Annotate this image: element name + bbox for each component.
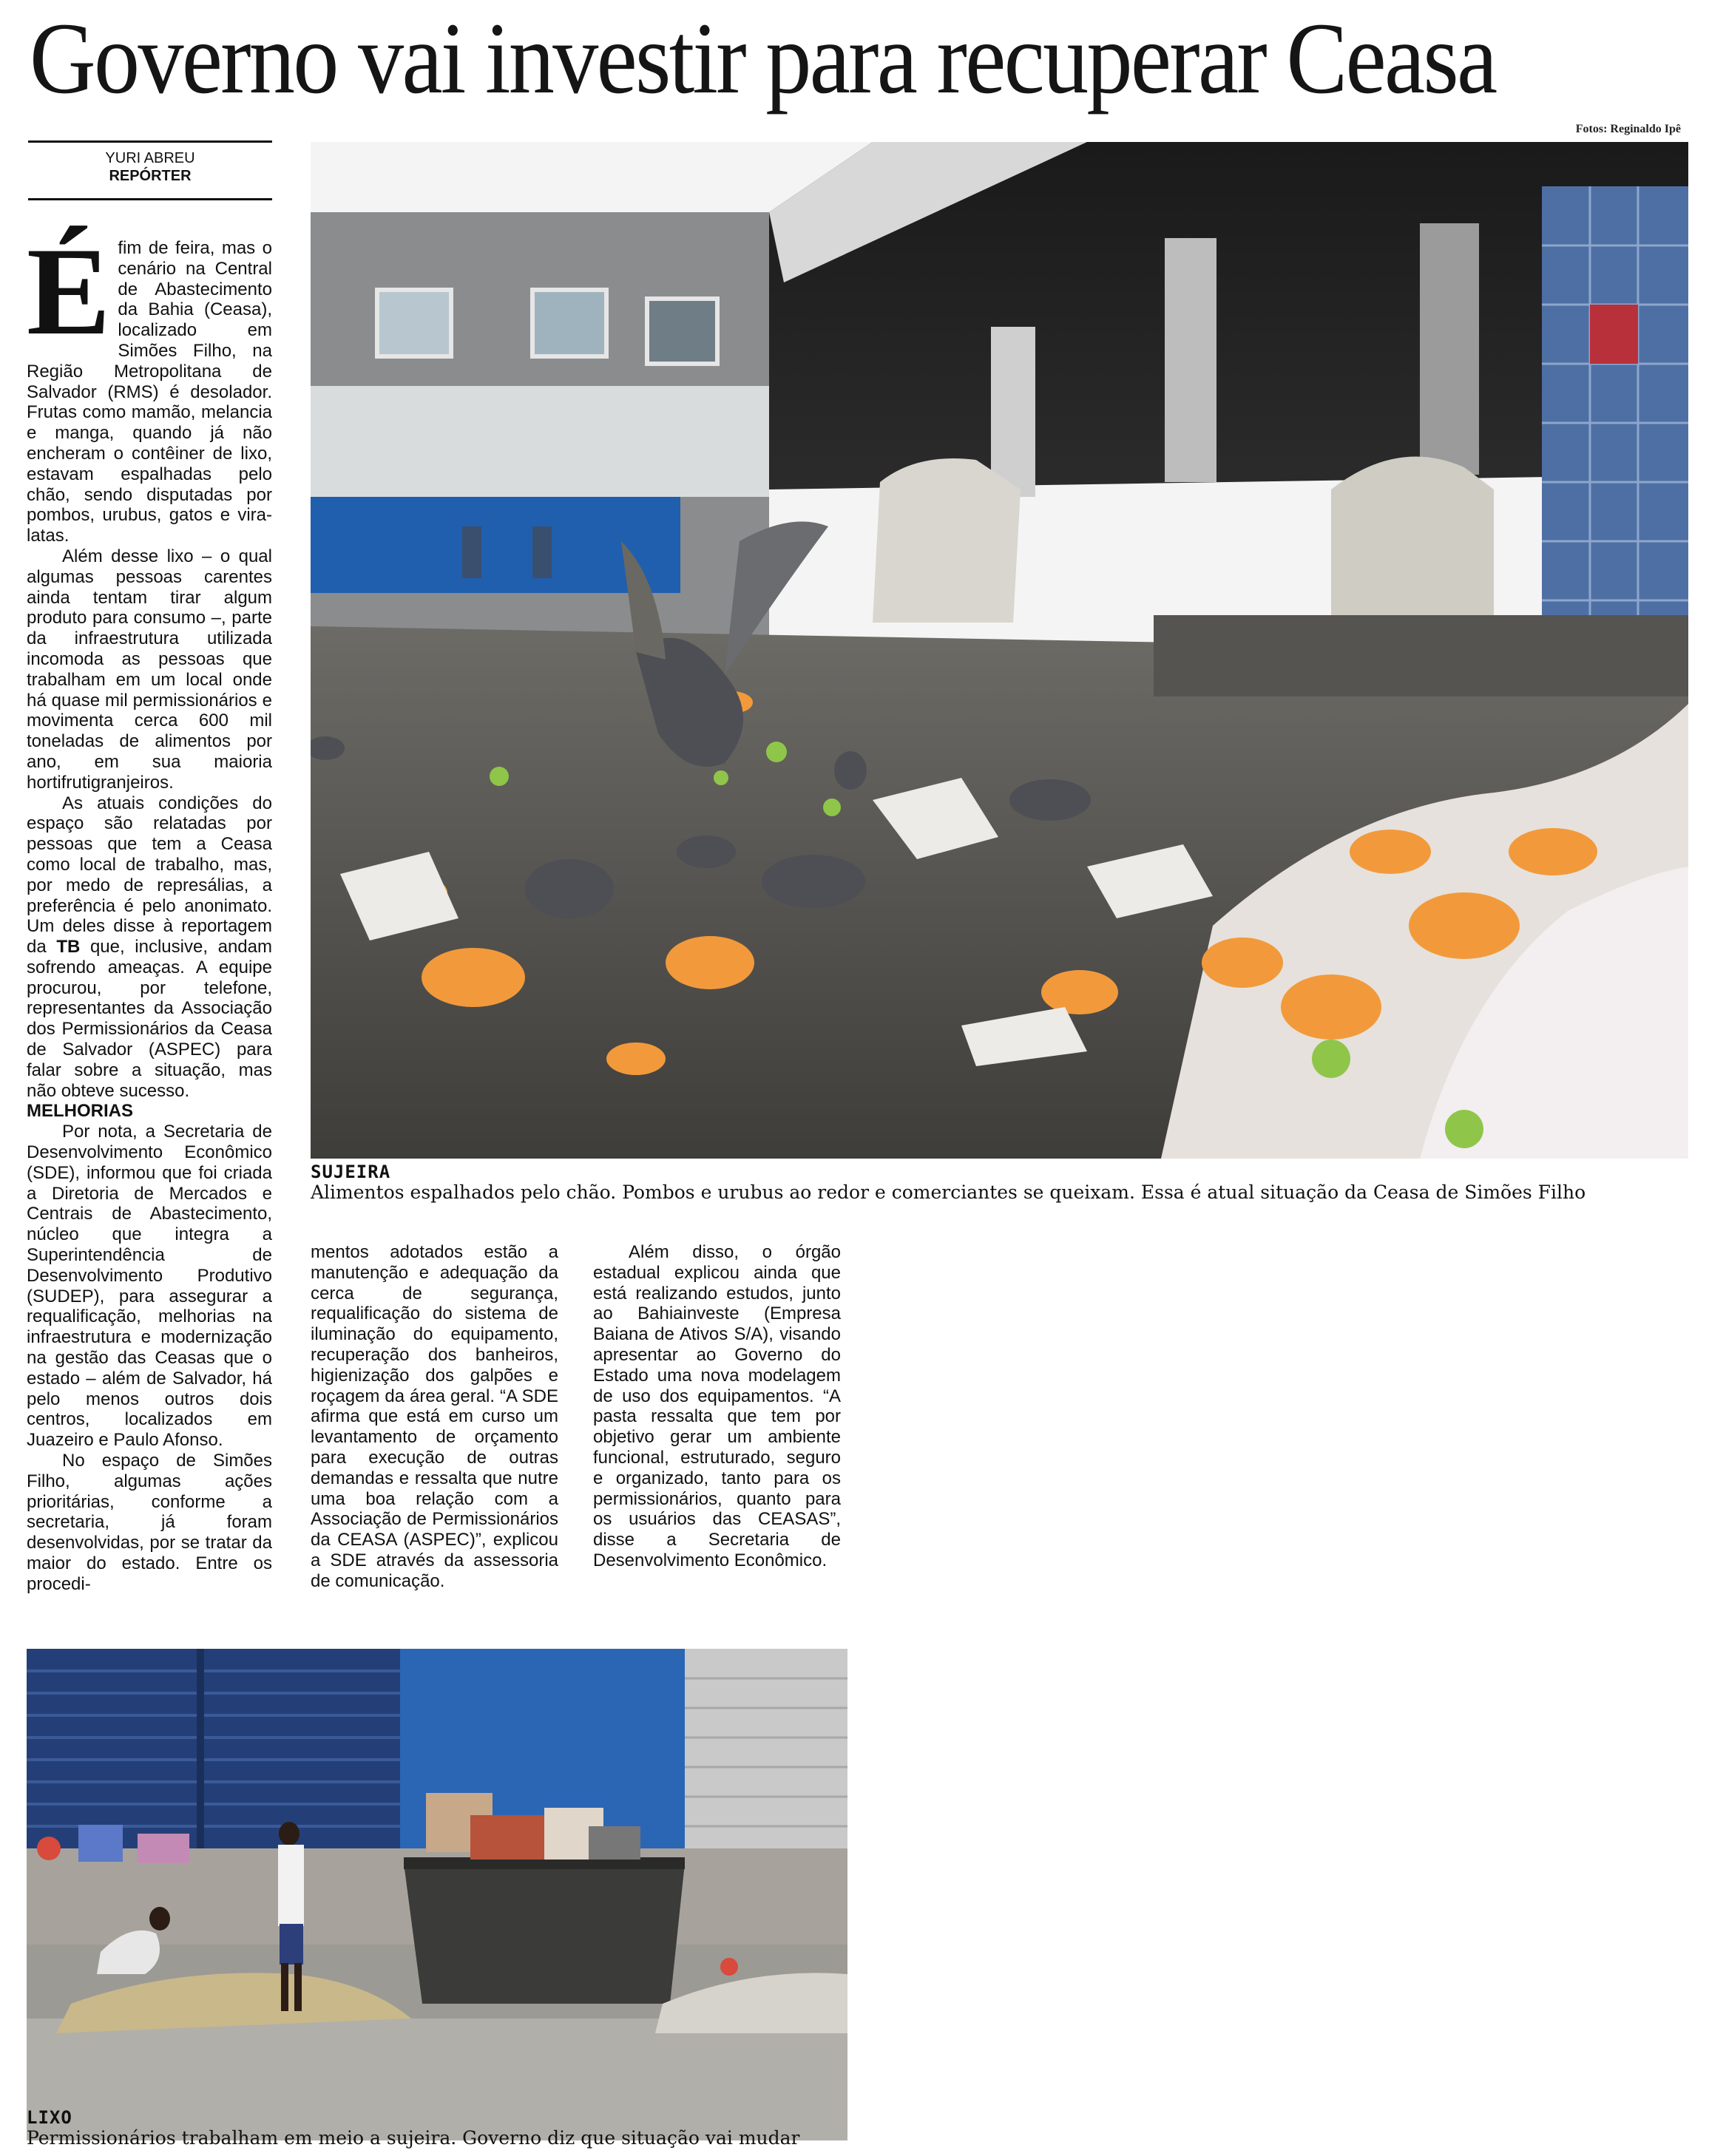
byline: [28, 149, 272, 185]
article-paragraph-7: Além disso, o órgão estadual explicou ainda que está realizando estudos, junto ao Bahiainveste (Empresa Baiana de Ativos S/A), visando apresentar ao Governo do Estado uma nova modelagem de uso dos equipamentos. “A pasta ressalta que tem por objetivo gerar um ambiente funcional, estruturado, seguro e organizado, tanto para os permissionários, quanto para os usuários das CEASAS”, disse a Secretaria de Desenvolvimento Econômico.: [593, 1242, 841, 1570]
byline-role: REPÓRTER: [109, 168, 192, 184]
article-paragraph-1: Éfim de feira, mas o cenário na Central de Abastecimento da Bahia (Ceasa), localizado em Simões Filho, na Região Metropolitana de Salvador (RMS) é desolador. Frutas como mamão, melancia e manga, quando já não encheram o contêiner de lixo, estavam espalhadas pelo chão, sendo disputadas por pombos, urubus, gatos e vira-latas.: [27, 222, 272, 546]
byline-name: YURI ABREU: [105, 150, 195, 166]
photo-ceasa-market-floor: [311, 142, 1688, 1159]
byline-bottom-rule: [28, 198, 272, 200]
photo1-caption: Alimentos espalhados pelo chão. Pombos e urubus ao redor e comerciantes se queixam. Essa é atual situação da Ceasa de Simões Filho: [311, 1182, 1586, 1203]
drop-cap: É: [27, 222, 111, 361]
article-paragraph-5: No espaço de Simões Filho, algumas ações prioritárias, conforme a secretaria, já foram desenvolvidas, por se tratar da maior do estado. Entre os procedi-: [27, 1451, 272, 1594]
photo-workers-trash-container: [27, 1649, 847, 2140]
photo1-caption-label: SUJEIRA: [311, 1162, 391, 1182]
headline: Governo vai investir para recuperar Ceasa: [30, 1, 1496, 115]
photo-lixo-illustration: [27, 1649, 847, 2140]
photo2-caption-label: LIXO: [27, 2107, 72, 2128]
byline-top-rule: [28, 140, 272, 143]
photo2-caption: Permissionários trabalham em meio a sujeira. Governo diz que situação vai mudar: [27, 2127, 800, 2149]
article-column-1: [27, 222, 272, 1595]
article-paragraph-2: Além desse lixo – o qual algumas pessoas carentes ainda tentam tirar algum produto para consumo –, parte da infraestrutura utilizada incomoda as pessoas que trabalham em um local onde há quase mil permissionários e movimenta cerca 600 mil toneladas de alimentos por ano, em sua maioria hortifrutigranjeiros.: [27, 546, 272, 793]
article-column-2: [311, 1242, 558, 1592]
subhead-melhorias: MELHORIAS: [27, 1101, 133, 1122]
article-paragraph-6: mentos adotados estão a manutenção e adequação da cerca de segurança, requalificação do sistema de iluminação do equipamento, recuperação dos banheiros, higienização dos galpões e roçagem da área geral. “A SDE afirma que está em curso um levantamento de orçamento para execução de outras demandas e ressalta que nutre uma boa relação com a Associação de Permissionários da CEASA (ASPEC)”, explicou a SDE através da assessoria de comunicação.: [311, 1242, 558, 1591]
article-paragraph-3: As atuais condições do espaço são relatadas por pessoas que tem a Ceasa como local de trabalho, mas, por medo de represálias, a preferência é pelo anonimato. Um deles disse à reportagem da TB que, inclusive, andam sofrendo ameaças. A equipe procurou, por telefone, representantes da Associação dos Permissionários da Ceasa de Salvador (ASPEC) para falar sobre a situação, mas não obteve sucesso.: [27, 793, 272, 1101]
article-column-3: [593, 1242, 841, 1571]
photo-credit: Fotos: Reginaldo Ipê: [1575, 123, 1681, 135]
article-paragraph-4: Por nota, a Secretaria de Desenvolvimento Econômico (SDE), informou que foi criada a Diretoria de Mercados e Centrais de Abastecimento, núcleo que integra a Superintendência de Desenvolvimento Produtivo (SUDEP), para assegurar a requalificação, melhorias na infraestrutura e modernização na gestão das Ceasas que o estado – além de Salvador, há pelo menos outros dois centros, localizados em Juazeiro e Paulo Afonso.: [27, 1122, 272, 1451]
photo-ceasa-illustration: [311, 142, 1688, 1159]
